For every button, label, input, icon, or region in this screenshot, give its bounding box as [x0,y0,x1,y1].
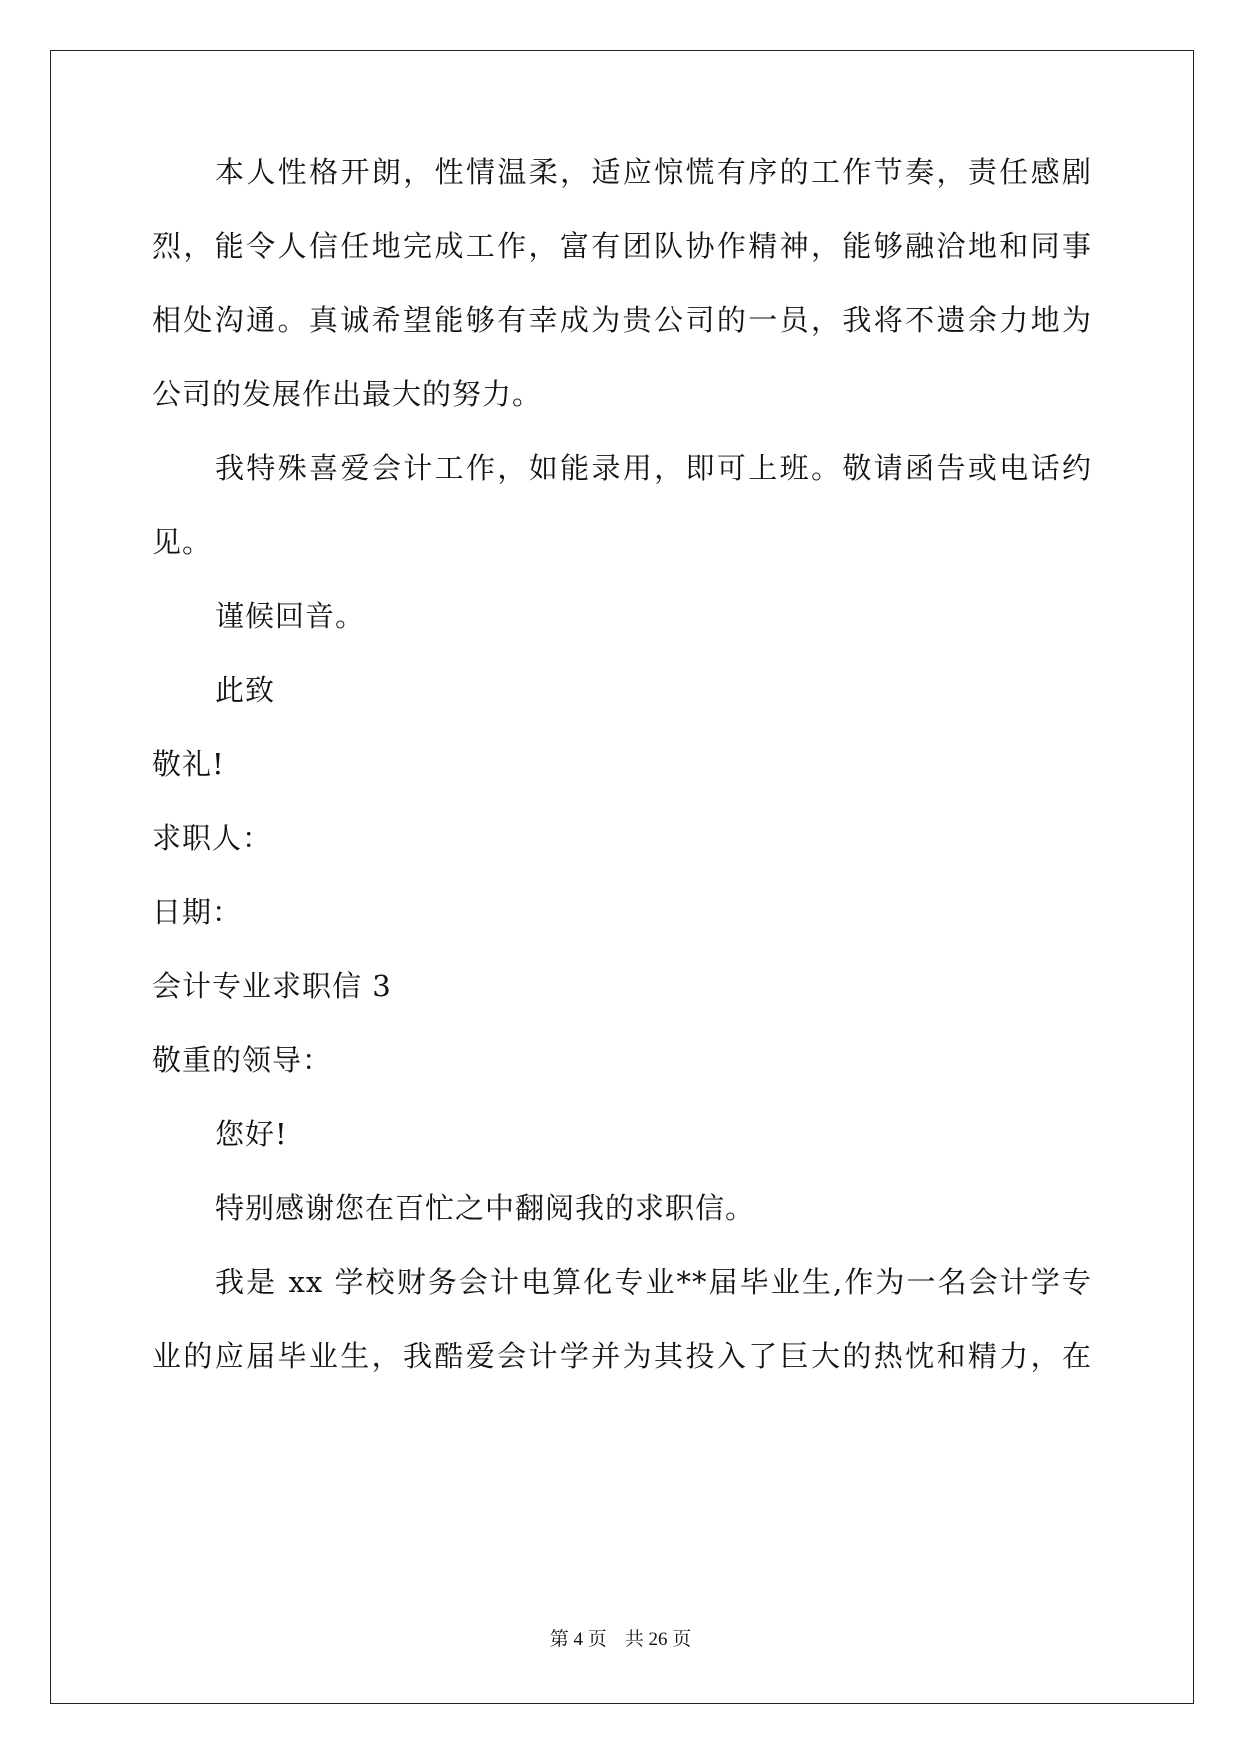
paragraph-line: 业的应届毕业生，我酷爱会计学并为其投入了巨大的热忱和精力，在 [152,1339,1092,1373]
paragraph-line: 我特殊喜爱会计工作，如能录用，即可上班。敬请函告或电话约 [215,451,1092,485]
paragraph-line: 相处沟通。真诚希望能够有幸成为贵公司的一员，我将不遗余力地为 [152,303,1092,337]
paragraph-line: 烈，能令人信任地完成工作，富有团队协作精神，能够融洽地和同事 [152,229,1092,263]
paragraph-line: 本人性格开朗，性情温柔，适应惊慌有序的工作节奏，责任感剧 [215,155,1092,189]
page-footer [0,1628,1241,1652]
paragraph-line: 我是 xx 学校财务会计电算化专业**届毕业生,作为一名会计学专 [215,1265,1092,1299]
closing-line: 谨候回音。 [215,599,366,633]
page-total: 共 26 页 [624,1629,692,1650]
page-number: 第 4 页 [549,1629,607,1650]
greeting-line: 您好! [215,1117,288,1151]
paragraph-line: 见。 [152,525,213,559]
paragraph-line: 特别感谢您在百忙之中翻阅我的求职信。 [215,1191,756,1225]
greeting-line: 敬重的领导： [152,1043,333,1077]
applicant-label: 求职人： [152,821,273,855]
page-frame [50,50,1194,1704]
date-label: 日期： [152,895,243,929]
salutation-line: 敬礼! [152,747,225,781]
closing-line: 此致 [215,673,276,707]
section-title: 会计专业求职信 3 [152,969,392,1003]
paragraph-line: 公司的发展作出最大的努力。 [152,377,543,411]
